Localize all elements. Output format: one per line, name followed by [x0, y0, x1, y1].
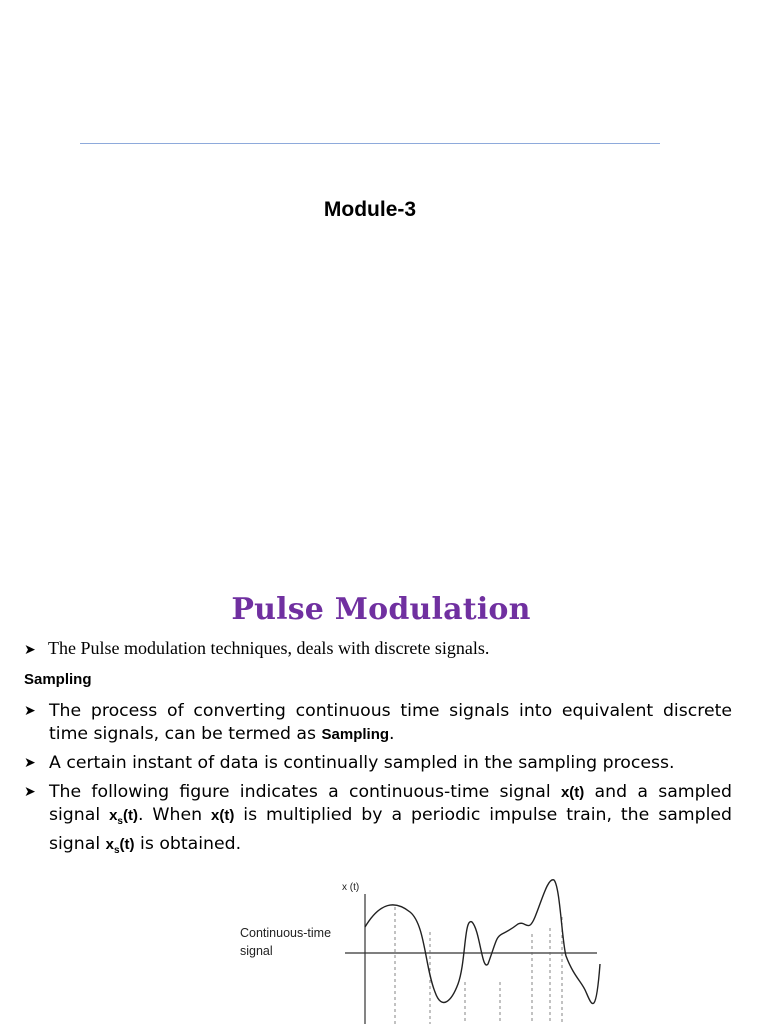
- bullet-item: [24, 752, 732, 775]
- figure-caption: Continuous-time signal: [240, 926, 332, 958]
- figure-y-label: x (t): [342, 882, 360, 893]
- signal-symbol: [105, 836, 135, 856]
- module-title: Module-3: [323, 198, 417, 221]
- bullet-list: [24, 700, 732, 868]
- intro-line: [24, 638, 744, 659]
- intro-text: The Pulse modulation techniques, deals with discrete signals.: [48, 638, 490, 658]
- arrow-bullet-icon: ➤: [24, 755, 36, 771]
- bullet-text: is obtained.: [134, 834, 242, 854]
- continuous-signal-curve: [365, 880, 600, 1004]
- bullet-term: Sampling: [321, 726, 390, 743]
- bullet-text: The process of converting continuous time signals into equivalent discrete time signals, can be termed as: [49, 701, 732, 744]
- symbol-base: x: [109, 807, 118, 824]
- signal-figure: [230, 872, 620, 1024]
- bullet-item: [24, 700, 732, 746]
- bullet-text: The following figure indicates a continuous-time signal: [49, 782, 561, 802]
- symbol-base: x: [105, 836, 114, 853]
- symbol-arg: (t): [119, 836, 135, 853]
- symbol-arg: (t): [122, 807, 138, 824]
- bullet-text: is multiplied by a periodic impulse train, the sampled signal: [49, 805, 732, 854]
- signal-symbol: [109, 807, 138, 827]
- bullet-item: [24, 781, 732, 862]
- signal-plot: [230, 872, 620, 1024]
- bullet-text: . When: [137, 805, 211, 825]
- symbol-subscript: s: [117, 816, 123, 827]
- arrow-bullet-icon: ➤: [24, 703, 36, 719]
- symbol-subscript: s: [113, 845, 120, 856]
- bullet-text: .: [389, 724, 395, 744]
- arrow-bullet-icon: ➤: [24, 642, 36, 658]
- bullet-text: and a sampled signal: [49, 782, 732, 825]
- header-rule: [80, 143, 660, 144]
- signal-symbol: x(t): [560, 784, 585, 801]
- page-heading: Pulse Modulation: [231, 592, 531, 627]
- signal-symbol: x(t): [211, 807, 235, 824]
- sample-lines: [395, 907, 562, 1024]
- bullet-text: A certain instant of data is continually sampled in the sampling process.: [49, 753, 675, 773]
- arrow-bullet-icon: ➤: [24, 784, 36, 800]
- section-heading: Sampling: [24, 671, 92, 688]
